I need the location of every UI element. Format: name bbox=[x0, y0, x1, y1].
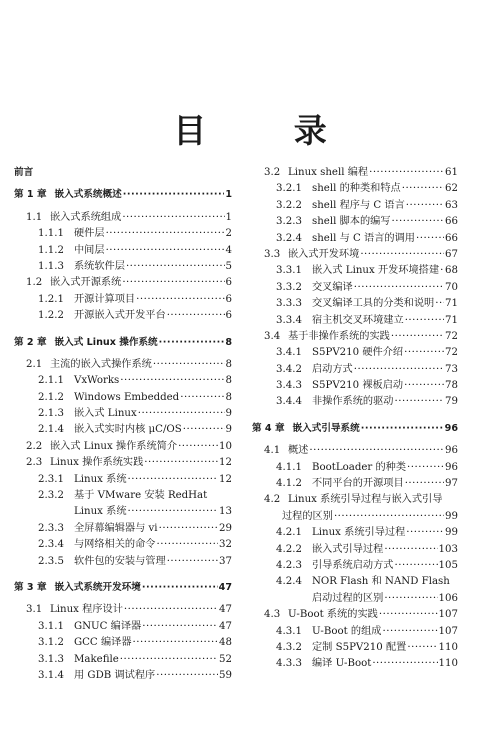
dot-leader bbox=[354, 280, 444, 296]
dot-leader bbox=[183, 422, 225, 438]
dot-leader bbox=[122, 275, 224, 291]
toc-entry-page: 107 bbox=[438, 609, 458, 621]
dot-leader bbox=[383, 624, 438, 640]
toc-entry-title: 中间层 bbox=[74, 244, 105, 256]
toc-entry bbox=[252, 509, 458, 525]
toc-entry-number: 第 1 章 bbox=[14, 189, 47, 201]
toc-entry-page: 6 bbox=[225, 277, 232, 289]
toc-entry-number: 3.3.4 bbox=[276, 314, 302, 326]
toc-entry bbox=[14, 308, 232, 324]
toc-entry-page: 78 bbox=[445, 380, 458, 392]
toc-entry-title: 嵌入式系统组成 bbox=[50, 211, 122, 223]
toc-entry-number: 1.1.2 bbox=[38, 244, 64, 256]
toc-entry bbox=[14, 292, 232, 308]
toc-entry-page: 8 bbox=[225, 358, 232, 370]
toc-entry bbox=[14, 422, 232, 438]
toc-entry-page: 1 bbox=[225, 211, 232, 223]
toc-entry-number: 3.1.4 bbox=[38, 669, 64, 681]
toc-entry-title: Linux 系统 bbox=[74, 506, 127, 518]
page-title: 目 录 bbox=[173, 111, 365, 150]
dot-leader bbox=[142, 580, 218, 596]
spacer bbox=[14, 325, 232, 335]
toc-entry-page: 37 bbox=[219, 555, 232, 567]
toc-entry-page: 72 bbox=[445, 347, 458, 359]
toc-entry-page: 99 bbox=[445, 527, 458, 539]
toc-entry bbox=[252, 214, 458, 230]
toc-entry-page: 110 bbox=[438, 641, 458, 653]
toc-entry-page: 4 bbox=[225, 244, 232, 256]
toc-entry-title: 嵌入式系统开发环境 bbox=[54, 581, 141, 593]
dot-leader bbox=[395, 558, 438, 574]
toc-entry-number: 3.3.2 bbox=[276, 281, 302, 293]
toc-entry-number: 1.2 bbox=[26, 277, 43, 289]
toc-entry-page: 6 bbox=[225, 293, 232, 305]
dot-leader bbox=[124, 602, 218, 618]
dot-leader bbox=[361, 421, 444, 437]
toc-entry-title: VxWorks bbox=[74, 375, 120, 387]
toc-entry bbox=[252, 280, 458, 296]
toc-entry-title: Linux 系统 bbox=[74, 473, 127, 485]
dot-leader bbox=[405, 476, 444, 492]
toc-entry bbox=[252, 656, 458, 672]
toc-entry-number: 1.2.1 bbox=[38, 293, 64, 305]
toc-entry-title: 嵌入式引导系统 bbox=[292, 422, 360, 434]
toc-entry-page: 10 bbox=[219, 440, 232, 452]
toc-entry-number: 2.3 bbox=[26, 457, 43, 469]
toc-entry-number: 4.3.2 bbox=[276, 641, 302, 653]
dot-leader bbox=[354, 362, 444, 378]
toc-entry bbox=[252, 247, 458, 263]
toc-entry-title: 嵌入式引导过程 bbox=[312, 543, 384, 555]
toc-entry-number: 3.2.2 bbox=[276, 199, 302, 211]
dot-leader bbox=[106, 226, 225, 242]
dot-leader bbox=[379, 607, 438, 623]
toc-entry-page: 48 bbox=[219, 637, 232, 649]
toc-entry-page: 12 bbox=[219, 457, 232, 469]
toc-entry-number: 3.4.2 bbox=[276, 363, 302, 375]
dot-leader bbox=[136, 292, 224, 308]
dot-leader bbox=[156, 668, 218, 684]
toc-entry-page: 5 bbox=[225, 260, 232, 272]
toc-entry bbox=[252, 558, 458, 574]
dot-leader bbox=[404, 378, 444, 394]
dot-leader bbox=[435, 296, 444, 312]
toc-entry-page: 62 bbox=[445, 183, 458, 195]
toc-entry-title: 软件包的安装与管理 bbox=[74, 555, 166, 567]
toc-entry-title: 与网络相关的命令 bbox=[74, 539, 156, 551]
toc-entry-page: 79 bbox=[445, 396, 458, 408]
toc-entry-page: 70 bbox=[445, 281, 458, 293]
dot-leader bbox=[138, 406, 225, 422]
toc-entry bbox=[14, 373, 232, 389]
toc-entry-title: Linux shell 编程 bbox=[288, 167, 369, 178]
toc-entry bbox=[252, 313, 458, 329]
toc-entry-number: 4.2.3 bbox=[276, 559, 302, 571]
dot-leader bbox=[384, 542, 437, 558]
toc-entry-title: 概述 bbox=[288, 445, 309, 457]
toc-entry-title: 交叉编译 bbox=[312, 281, 353, 293]
toc-chapter-entry bbox=[14, 580, 232, 596]
toc-entry-page: 9 bbox=[225, 408, 232, 420]
toc-entry-page: 107 bbox=[438, 625, 458, 637]
toc-entry-page: 96 bbox=[444, 422, 458, 434]
dot-leader bbox=[180, 390, 224, 406]
toc-entry-number: 3.3 bbox=[264, 248, 281, 260]
dot-leader bbox=[128, 472, 219, 488]
toc-entry-title: BootLoader 的种类 bbox=[312, 461, 407, 473]
dot-leader bbox=[406, 525, 444, 541]
toc-entry-page: 59 bbox=[219, 669, 232, 681]
toc-entry-number: 第 4 章 bbox=[252, 422, 285, 434]
toc-entry-title: 嵌入式 Linux 操作系统简介 bbox=[50, 440, 178, 452]
toc-entry-title: S5PV210 硬件介绍 bbox=[312, 347, 404, 359]
toc-entry-page: 66 bbox=[445, 216, 458, 228]
toc-entry bbox=[252, 296, 458, 312]
toc-entry bbox=[14, 521, 232, 537]
toc-entry-title: Linux 操作系统实践 bbox=[50, 457, 144, 469]
toc-entry bbox=[14, 635, 232, 651]
toc-entry bbox=[252, 165, 458, 181]
dot-leader bbox=[407, 460, 444, 476]
toc-entry-number: 1.1.1 bbox=[38, 228, 64, 240]
toc-entry-number: 2.1.2 bbox=[38, 391, 64, 403]
toc-entry-page: 32 bbox=[219, 539, 232, 551]
toc-left-column bbox=[14, 165, 232, 684]
toc-entry-title: Linux 系统引导过程 bbox=[312, 527, 406, 539]
toc-entry-title: 嵌入式实时内核 μC/OS bbox=[74, 424, 182, 436]
toc-entry-title: 交叉编译工具的分类和说明 bbox=[312, 298, 435, 310]
toc-entry-page: 71 bbox=[445, 314, 458, 326]
dot-leader bbox=[178, 439, 218, 455]
toc-entry-page: 96 bbox=[445, 445, 458, 457]
dot-leader bbox=[157, 537, 219, 553]
toc-entry bbox=[14, 390, 232, 406]
toc-entry-page: 8 bbox=[225, 375, 232, 387]
dot-leader bbox=[384, 591, 437, 607]
toc-entry-number: 第 3 章 bbox=[14, 581, 47, 593]
toc-right-column bbox=[252, 165, 458, 673]
dot-leader bbox=[144, 455, 218, 471]
spacer bbox=[252, 411, 458, 421]
toc-entry-title: 定制 S5PV210 配置 bbox=[312, 641, 407, 653]
toc-entry bbox=[14, 210, 232, 226]
toc-entry-number: 3.4 bbox=[264, 330, 281, 342]
toc-entry-number: 3.3.1 bbox=[276, 265, 302, 277]
toc-entry-title: U-Boot 系统的实践 bbox=[288, 609, 378, 621]
toc-entry bbox=[252, 640, 458, 656]
toc-entry-page: 96 bbox=[445, 461, 458, 473]
toc-entry-title: Linux 系统引导过程与嵌入式引导 bbox=[288, 494, 443, 506]
toc-entry-number: 第 2 章 bbox=[14, 336, 47, 348]
toc-entry-page: 110 bbox=[438, 658, 458, 670]
toc-entry-title: 基于非操作系统的实践 bbox=[288, 330, 390, 342]
dot-leader bbox=[407, 640, 437, 656]
toc-entry-number: 3.1.1 bbox=[38, 620, 64, 632]
dot-leader bbox=[360, 247, 444, 263]
toc-entry-number: 2.3.1 bbox=[38, 473, 64, 485]
toc-entry-number: 2.1.3 bbox=[38, 408, 64, 420]
toc-entry-page: 9 bbox=[225, 424, 232, 436]
toc-entry-page: 66 bbox=[445, 232, 458, 244]
toc-entry-title: 系统软件层 bbox=[74, 260, 125, 272]
toc-entry-title: shell 与 C 语言的调用 bbox=[312, 232, 415, 244]
dot-leader bbox=[126, 259, 225, 275]
dot-leader bbox=[120, 652, 218, 668]
toc-entry-number: 3.4.4 bbox=[276, 396, 302, 408]
dot-leader bbox=[123, 187, 225, 203]
toc-entry-number: 4.2.4 bbox=[276, 576, 302, 588]
spacer bbox=[14, 570, 232, 580]
toc-entry-page: 1 bbox=[225, 189, 232, 201]
toc-entry-page: 47 bbox=[219, 620, 232, 632]
toc-entry bbox=[14, 357, 232, 373]
toc-entry-title: 开源嵌入式开发平台 bbox=[74, 310, 166, 322]
toc-entry-number: 4.1.2 bbox=[276, 478, 302, 490]
toc-entry-page: 106 bbox=[438, 592, 458, 604]
dot-leader bbox=[133, 635, 219, 651]
toc-entry-title: shell 脚本的编写 bbox=[312, 216, 391, 228]
toc-entry-title: 嵌入式系统概述 bbox=[54, 189, 122, 201]
dot-leader bbox=[309, 443, 444, 459]
toc-entry bbox=[14, 652, 232, 668]
dot-leader bbox=[391, 329, 444, 345]
toc-entry-title: S5PV210 裸板启动 bbox=[312, 380, 404, 392]
toc-entry-title: Windows Embedded bbox=[74, 391, 180, 403]
toc-entry-number: 3.4.1 bbox=[276, 347, 302, 359]
toc-entry bbox=[252, 542, 458, 558]
toc-entry bbox=[252, 443, 458, 459]
toc-entry-page: 103 bbox=[438, 543, 458, 555]
toc-entry bbox=[14, 668, 232, 684]
toc-entry-number: 2.1.4 bbox=[38, 424, 64, 436]
toc-entry bbox=[252, 231, 458, 247]
toc-entry bbox=[14, 406, 232, 422]
toc-entry-title: 硬件层 bbox=[74, 228, 105, 240]
toc-entry-number: 3.4.3 bbox=[276, 380, 302, 392]
toc-entry bbox=[252, 345, 458, 361]
toc-entry-page: 68 bbox=[445, 265, 458, 277]
toc-entry bbox=[252, 607, 458, 623]
dot-leader bbox=[440, 263, 444, 279]
toc-entry-number: 2.3.2 bbox=[38, 490, 64, 502]
toc-entry bbox=[14, 243, 232, 259]
toc-entry bbox=[252, 460, 458, 476]
dot-leader bbox=[142, 619, 218, 635]
toc-entry-title: 开源计算项目 bbox=[74, 293, 136, 305]
toc-entry bbox=[14, 554, 232, 570]
toc-entry-number: 4.3.3 bbox=[276, 658, 302, 670]
toc-entry-title: GNUC 编译器 bbox=[74, 620, 142, 632]
toc-entry-page: 97 bbox=[445, 478, 458, 490]
toc-entry-number: 4.2 bbox=[264, 494, 281, 506]
dot-leader bbox=[416, 231, 444, 247]
toc-entry-page: 29 bbox=[219, 522, 232, 534]
toc-entry bbox=[252, 394, 458, 410]
dot-leader bbox=[402, 181, 444, 197]
toc-entry bbox=[252, 198, 458, 214]
toc-chapter-entry bbox=[252, 421, 458, 437]
dot-leader bbox=[392, 214, 445, 230]
toc-entry-number: 2.1 bbox=[26, 358, 43, 370]
toc-entry bbox=[252, 362, 458, 378]
toc-entry-title: 主流的嵌入式操作系统 bbox=[50, 358, 152, 370]
dot-leader bbox=[122, 210, 224, 226]
toc-entry-title: 基于 VMware 安装 RedHat bbox=[74, 490, 208, 502]
toc-chapter-entry bbox=[14, 335, 232, 351]
toc-entry-title: 宿主机交叉环境建立 bbox=[312, 314, 404, 326]
toc-entry bbox=[14, 165, 232, 181]
toc-entry-number: 4.2.2 bbox=[276, 543, 302, 555]
toc-entry-number: 2.3.5 bbox=[38, 555, 64, 567]
toc-entry-page: 105 bbox=[438, 559, 458, 571]
dot-leader bbox=[128, 504, 219, 520]
toc-entry bbox=[252, 263, 458, 279]
toc-entry-title: 嵌入式 Linux bbox=[74, 408, 137, 420]
toc-entry-title: 编译 U-Boot bbox=[312, 658, 372, 670]
toc-entry bbox=[252, 378, 458, 394]
toc-entry-title: Makefile bbox=[74, 653, 119, 665]
toc-entry-page: 12 bbox=[219, 473, 232, 485]
dot-leader bbox=[159, 521, 218, 537]
toc-entry-number: 3.2.1 bbox=[276, 183, 302, 195]
toc-entry-title: 非操作系统的驱动 bbox=[312, 396, 394, 408]
toc-entry-page: 71 bbox=[445, 298, 458, 310]
toc-entry-number: 4.3.1 bbox=[276, 625, 302, 637]
toc-entry-number: 4.1.1 bbox=[276, 461, 302, 473]
toc-entry bbox=[252, 624, 458, 640]
toc-entry-page: 61 bbox=[445, 167, 458, 178]
toc-entry-title: 启动过程的区别 bbox=[312, 592, 384, 604]
toc-chapter-entry bbox=[14, 187, 232, 203]
dot-leader bbox=[120, 373, 224, 389]
dot-leader bbox=[372, 656, 437, 672]
toc-entry-number: 1.2.2 bbox=[38, 310, 64, 322]
toc-entry bbox=[14, 488, 232, 504]
dot-leader bbox=[167, 308, 225, 324]
toc-entry-title: U-Boot 的组成 bbox=[312, 625, 382, 637]
dot-leader bbox=[153, 357, 225, 373]
toc-entry-title: 引导系统启动方式 bbox=[312, 559, 394, 571]
toc-entry-title: NOR Flash 和 NAND Flash bbox=[312, 576, 450, 588]
toc-entry bbox=[252, 181, 458, 197]
toc-entry-number: 4.1 bbox=[264, 445, 281, 457]
toc-entry bbox=[252, 476, 458, 492]
toc-entry-number: 2.2 bbox=[26, 440, 43, 452]
toc-entry-page: 8 bbox=[225, 391, 232, 403]
toc-entry-title: 全屏幕编辑器与 vi bbox=[74, 522, 158, 534]
dot-leader bbox=[369, 165, 444, 181]
toc-entry-page: 13 bbox=[219, 506, 232, 518]
toc-entry-number: 3.1 bbox=[26, 604, 43, 616]
dot-leader bbox=[159, 335, 225, 351]
toc-entry bbox=[14, 455, 232, 471]
toc-entry-number: 2.3.4 bbox=[38, 539, 64, 551]
toc-entry-title: 嵌入式 Linux 开发环境搭建 bbox=[312, 265, 440, 277]
toc-entry-number: 4.3 bbox=[264, 609, 281, 621]
toc-entry-title: 用 GDB 调试程序 bbox=[74, 669, 156, 681]
toc-entry-number: 1.1 bbox=[26, 211, 43, 223]
toc-entry-title: Linux 程序设计 bbox=[50, 604, 123, 616]
toc-entry-title: 嵌入式开发环境 bbox=[288, 248, 360, 260]
dot-leader bbox=[334, 509, 444, 525]
toc-entry-page: 8 bbox=[225, 336, 232, 348]
toc-entry bbox=[14, 472, 232, 488]
toc-entry bbox=[14, 504, 232, 520]
toc-entry-page: 6 bbox=[225, 310, 232, 322]
toc-entry-title: shell 的种类和特点 bbox=[312, 183, 401, 195]
toc-entry bbox=[252, 525, 458, 541]
toc-entry-page: 52 bbox=[219, 653, 232, 665]
toc-entry-title: shell 程序与 C 语言 bbox=[312, 199, 405, 211]
toc-entry-page: 99 bbox=[445, 510, 458, 522]
toc-entry bbox=[14, 275, 232, 291]
toc-entry-page: 2 bbox=[225, 228, 232, 240]
toc-entry-title: 启动方式 bbox=[312, 363, 353, 375]
toc-entry-number: 3.2 bbox=[264, 167, 281, 178]
toc-entry-title: 嵌入式开源系统 bbox=[50, 277, 122, 289]
toc-entry-page: 47 bbox=[218, 581, 232, 593]
toc-entry-number: 2.3.3 bbox=[38, 522, 64, 534]
dot-leader bbox=[167, 554, 218, 570]
toc-entry-title: 前言 bbox=[14, 167, 34, 178]
toc-entry bbox=[14, 602, 232, 618]
toc-entry bbox=[14, 226, 232, 242]
toc-entry-page: 67 bbox=[445, 248, 458, 260]
dot-leader bbox=[404, 345, 444, 361]
dot-leader bbox=[405, 313, 444, 329]
toc-entry bbox=[14, 619, 232, 635]
toc-entry-number: 3.2.3 bbox=[276, 216, 302, 228]
toc-entry-number: 3.1.2 bbox=[38, 637, 64, 649]
toc-entry bbox=[252, 574, 458, 590]
toc-entry bbox=[14, 439, 232, 455]
dot-leader bbox=[395, 394, 445, 410]
toc-entry-title: GCC 编译器 bbox=[74, 637, 132, 649]
toc-entry-number: 3.1.3 bbox=[38, 653, 64, 665]
toc-entry bbox=[14, 259, 232, 275]
toc-entry bbox=[252, 329, 458, 345]
toc-entry bbox=[252, 492, 458, 508]
toc-entry-title: 嵌入式 Linux 操作系统 bbox=[54, 336, 158, 348]
toc-entry bbox=[14, 537, 232, 553]
dot-leader bbox=[106, 243, 225, 259]
toc-entry bbox=[252, 591, 458, 607]
dot-leader bbox=[406, 198, 444, 214]
toc-entry-page: 47 bbox=[219, 604, 232, 616]
toc-entry-number: 4.2.1 bbox=[276, 527, 302, 539]
toc-entry-page: 72 bbox=[445, 330, 458, 342]
toc-entry-page: 63 bbox=[445, 199, 458, 211]
toc-entry-title: 过程的区别 bbox=[282, 510, 333, 522]
toc-entry-title: 不同平台的开源项目 bbox=[312, 478, 404, 490]
toc-entry-number: 1.1.3 bbox=[38, 260, 64, 272]
toc-entry-number: 3.3.3 bbox=[276, 298, 302, 310]
toc-entry-page: 73 bbox=[445, 363, 458, 375]
toc-entry-number: 2.1.1 bbox=[38, 375, 64, 387]
toc-entry-number: 3.2.4 bbox=[276, 232, 302, 244]
